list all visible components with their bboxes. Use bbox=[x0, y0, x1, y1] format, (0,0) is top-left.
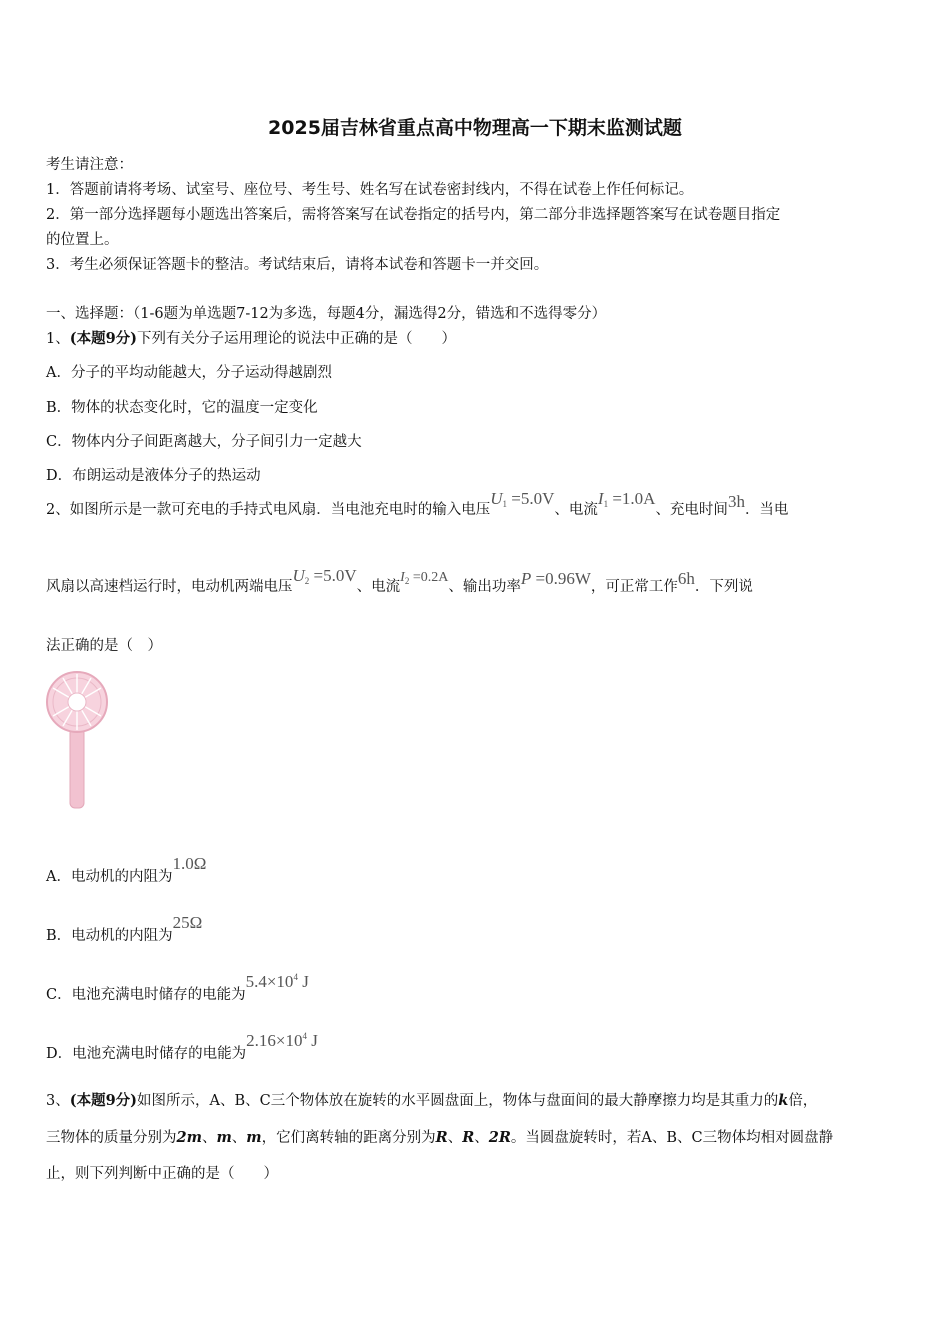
formula-u2 bbox=[293, 566, 357, 585]
q3-text: ，它们离转轴的距离分别为 bbox=[261, 1130, 436, 1146]
value-exponent: 4 bbox=[302, 1031, 307, 1041]
q2-text: 风扇以高速档运行时，电动机两端电压 bbox=[46, 579, 293, 595]
q2-text: 2、如图所示是一款可充电的手持式电风扇．当电池充电时的输入电压 bbox=[46, 502, 491, 518]
val-p: =0.96W bbox=[535, 569, 591, 588]
question-3-line-2 bbox=[46, 1126, 833, 1147]
val-i1: =1.0A bbox=[612, 489, 656, 508]
question-3-score: (本题9分) bbox=[69, 1092, 138, 1109]
question-1-stem bbox=[46, 327, 456, 348]
var-i: I bbox=[400, 570, 405, 585]
question-2-option-b bbox=[46, 913, 203, 945]
q2-text: 、充电时间 bbox=[655, 502, 728, 518]
work-time: 6h bbox=[677, 569, 695, 588]
val-u2: =5.0V bbox=[313, 566, 357, 585]
q2-text: 、电流 bbox=[554, 502, 598, 518]
question-1-number: 1、 bbox=[46, 331, 70, 347]
q2-text: ．下列说 bbox=[694, 579, 753, 595]
option-d-text: D．电池充满电时储存的电能为 bbox=[46, 1046, 247, 1062]
val-i2: =0.2A bbox=[412, 570, 449, 585]
q3-text: 。当圆盘旋转时，若A、B、C三物体均相对圆盘静 bbox=[510, 1130, 834, 1146]
question-3-line-1 bbox=[46, 1089, 817, 1110]
question-1-option-c: C．物体内分子间距离越大，分子间引力一定越大 bbox=[46, 434, 362, 450]
mass-b: m bbox=[216, 1129, 232, 1146]
option-c-text: C．电池充满电时储存的电能为 bbox=[46, 987, 246, 1003]
question-1-option-d: D．布朗运动是液体分子的热运动 bbox=[46, 468, 261, 484]
question-2-line-1 bbox=[46, 489, 789, 519]
question-2-option-a bbox=[46, 854, 207, 886]
question-2-line-3: 法正确的是（ ） bbox=[46, 638, 162, 654]
handheld-fan-image bbox=[46, 668, 108, 810]
q3-text: 如图所示，A、B、C三个物体放在旋转的水平圆盘面上，物体与盘面间的最大静摩擦力均是其重力的 bbox=[137, 1093, 779, 1109]
question-2-line-2 bbox=[46, 566, 753, 596]
q2-text: ，可正常工作 bbox=[590, 579, 678, 595]
question-1-option-b: B．物体的状态变化时，它的温度一定变化 bbox=[46, 400, 318, 416]
value-unit: J bbox=[302, 972, 309, 991]
value-exponent: 4 bbox=[293, 972, 298, 982]
separator: 、 bbox=[201, 1130, 217, 1146]
option-a-text: A．电动机的内阻为 bbox=[46, 869, 173, 885]
sub-2: 2 bbox=[404, 576, 410, 586]
sub-1: 1 bbox=[502, 499, 508, 509]
formula-p bbox=[521, 569, 591, 588]
q3-text: 倍， bbox=[788, 1093, 818, 1109]
formula-i2 bbox=[400, 570, 448, 585]
q2-text: 、电流 bbox=[356, 579, 401, 595]
option-b-value: 25Ω bbox=[172, 913, 203, 932]
var-p: P bbox=[520, 569, 532, 588]
var-k: k bbox=[778, 1092, 789, 1109]
var-u: U bbox=[490, 489, 503, 508]
option-b-text: B．电动机的内阻为 bbox=[46, 928, 173, 944]
notice-item-2: 2．第一部分选择题每小题选出答案后，需将答案写在试卷指定的括号内，第二部分非选择题答案写在试卷题目指定 bbox=[46, 207, 781, 223]
value-base: 5.4×10 bbox=[245, 972, 294, 991]
separator: 、 bbox=[231, 1130, 247, 1146]
notice-item-1: 1．答题前请将考场、试室号、座位号、考生号、姓名写在试卷密封线内，不得在试卷上作任何标记。 bbox=[46, 182, 694, 198]
sub-2: 2 bbox=[304, 576, 310, 586]
radius-a: R bbox=[435, 1129, 448, 1146]
section-heading: 一、选择题：（1-6题为单选题7-12为多选，每题4分，漏选得2分，错选和不选得零分） bbox=[46, 306, 607, 322]
var-i: I bbox=[597, 489, 604, 508]
notice-item-2-cont: 的位置上。 bbox=[46, 232, 119, 248]
radius-b: R bbox=[462, 1129, 475, 1146]
q3-text: 三物体的质量分别为 bbox=[46, 1130, 177, 1146]
separator: 、 bbox=[447, 1130, 463, 1146]
sub-1: 1 bbox=[603, 499, 609, 509]
radius-c: 2R bbox=[488, 1129, 511, 1146]
mass-c: m bbox=[246, 1129, 262, 1146]
value-base: 2.16×10 bbox=[246, 1031, 303, 1050]
question-1-option-a: A．分子的平均动能越大，分子运动得越剧烈 bbox=[46, 365, 332, 381]
option-a-value: 1.0Ω bbox=[172, 854, 207, 873]
q2-text: 、输出功率 bbox=[448, 579, 521, 595]
formula-i1 bbox=[598, 489, 656, 508]
option-d-value bbox=[246, 1031, 318, 1050]
val-u1: =5.0V bbox=[511, 489, 555, 508]
question-1-score: (本题9分) bbox=[69, 330, 138, 347]
notice-item-3: 3．考生必须保证答题卡的整洁。考试结束后，请将本试卷和答题卡一并交回。 bbox=[46, 257, 549, 273]
mass-a: 2m bbox=[176, 1129, 202, 1146]
value-unit: J bbox=[311, 1031, 318, 1050]
charge-time: 3h bbox=[727, 492, 745, 511]
question-3-line-3: 止，则下列判断中正确的是（ ） bbox=[46, 1166, 278, 1182]
question-3-number: 3、 bbox=[46, 1093, 70, 1109]
formula-u1 bbox=[490, 489, 554, 508]
q2-text: ．当电 bbox=[744, 502, 789, 518]
question-1-text: 下列有关分子运用理论的说法中正确的是（ ） bbox=[137, 331, 457, 347]
page-title: 2025届吉林省重点高中物理高一下期末监测试题 bbox=[268, 117, 682, 139]
option-c-value bbox=[246, 972, 309, 991]
separator: 、 bbox=[474, 1130, 489, 1146]
var-u: U bbox=[292, 566, 305, 585]
notice-heading: 考生请注意： bbox=[46, 157, 133, 173]
